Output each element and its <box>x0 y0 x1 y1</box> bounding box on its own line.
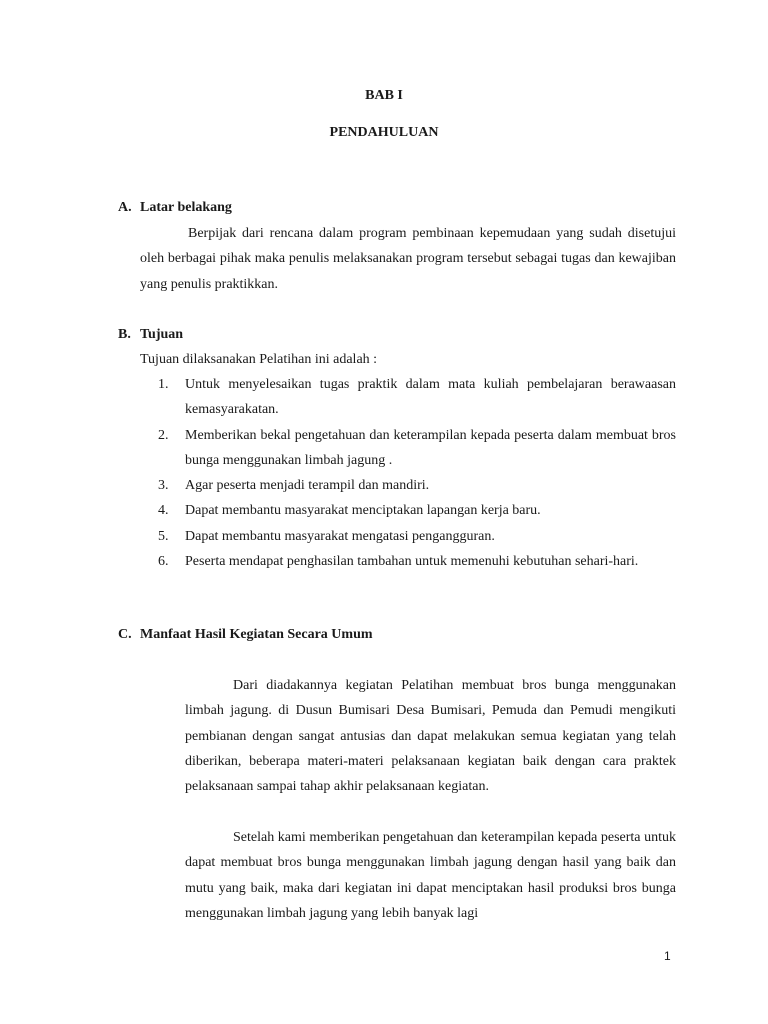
section-a-heading <box>118 200 232 216</box>
chapter-title: PENDAHULUAN <box>329 125 439 140</box>
list-item <box>158 498 676 523</box>
section-b-title: Tujuan <box>140 327 184 342</box>
list-item-text: Untuk menyelesaikan tugas praktik dalam mata kuliah pembelajaran berawaasan kemasyarakatan. <box>185 377 676 418</box>
section-c-title: Manfaat Hasil Kegiatan Secara Umum <box>140 627 373 642</box>
section-a-paragraph: Berpijak dari rencana dalam program pembinaan kepemudaan yang sudah disetujui oleh berbagai pihak maka penulis melaksanakan program tersebut sebagai tugas dan kewajiban yang penulis praktikkan. <box>140 226 676 292</box>
list-item-number: 4. <box>158 503 169 519</box>
section-a-label: A. <box>118 200 132 215</box>
list-item <box>158 524 676 549</box>
list-item-text: Agar peserta menjadi terampil dan mandiri. <box>185 478 430 494</box>
page-number: 1 <box>664 949 671 963</box>
chapter-number: BAB I <box>365 88 403 103</box>
list-item-number: 1. <box>158 377 169 392</box>
list-item-text: Memberikan bekal pengetahuan dan keterampilan kepada peserta dalam membuat bros bunga menggunakan limbah jagung . <box>185 427 676 468</box>
list-item-text: Peserta mendapat penghasilan tambahan untuk memenuhi kebutuhan sehari-hari. <box>185 554 639 570</box>
list-item-number: 2. <box>158 427 169 443</box>
section-c-paragraph-2: Setelah kami memberikan pengetahuan dan keterampilan kepada peserta untuk dapat membuat bros bunga menggunakan limbah jagung dengan hasil yang baik dan mutu yang baik, maka dari kegiatan ini dapat menciptakan hasil produksi bros bunga menggunakan limbah jagung yang lebih banyak lagi <box>185 830 676 921</box>
list-item <box>158 372 676 423</box>
section-c-heading <box>118 627 373 643</box>
list-item <box>158 423 676 474</box>
list-item <box>158 549 676 574</box>
section-c-label: C. <box>118 627 132 642</box>
list-item-number: 3. <box>158 478 169 494</box>
objectives-list <box>158 372 676 574</box>
section-a-title: Latar belakang <box>140 200 232 215</box>
section-b-label: B. <box>118 327 131 342</box>
list-item-number: 6. <box>158 554 169 570</box>
section-c-paragraph-1: Dari diadakannya kegiatan Pelatihan membuat bros bunga menggunakan limbah jagung. di Dusun Bumisari Desa Bumisari, Pemuda dan Pemudi mengikuti pembianan dengan sangat antusias dan dapat melakukan semua kegiatan yang telah diberikan, beberapa materi-materi pelaksanaan kegiatan baik dengan cara praktek pelaksanaan sampai tahap akhir pelaksanaan kegiatan. <box>185 678 676 795</box>
list-item <box>158 473 676 498</box>
list-item-text: Dapat membantu masyarakat mengatasi pengangguran. <box>185 528 495 544</box>
list-item-text: Dapat membantu masyarakat menciptakan lapangan kerja baru. <box>185 503 541 519</box>
section-b-heading <box>118 327 183 343</box>
section-b-intro: Tujuan dilaksanakan Pelatihan ini adalah : <box>140 352 378 367</box>
list-item-number: 5. <box>158 528 169 544</box>
